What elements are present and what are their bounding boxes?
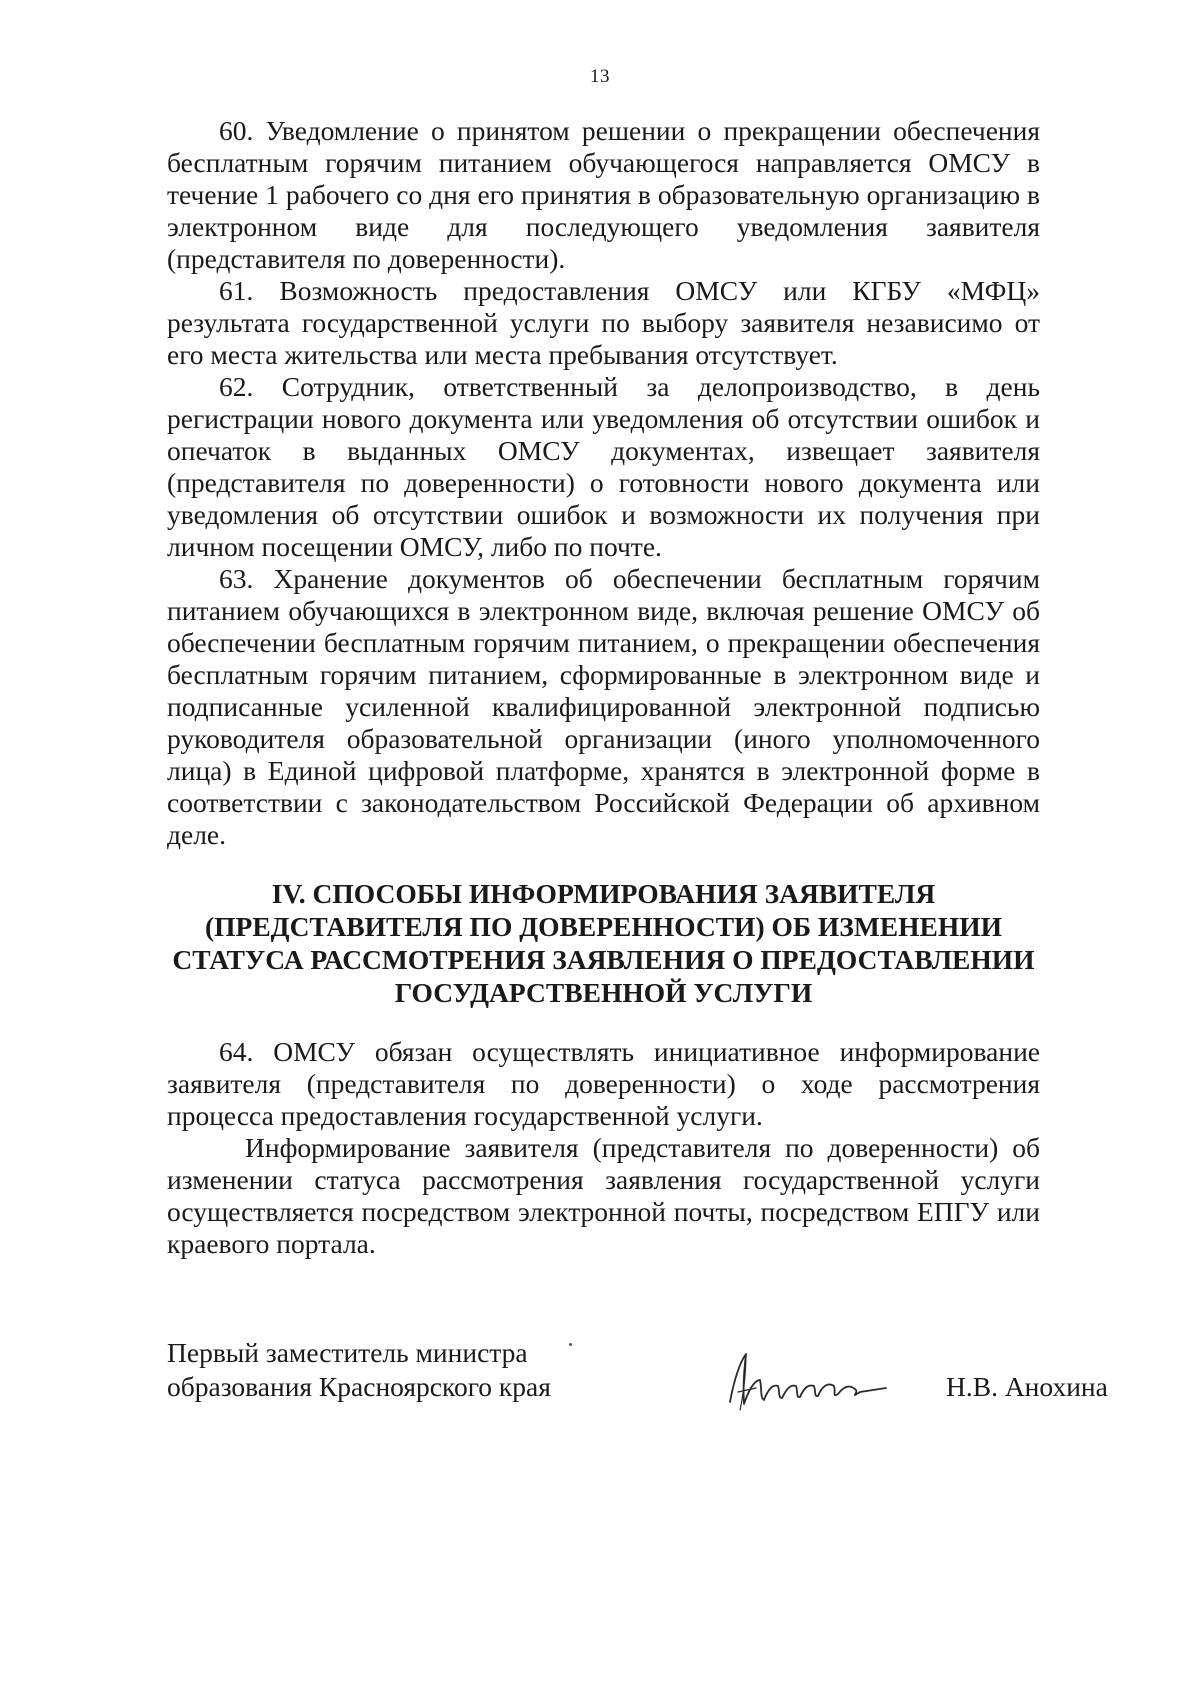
signature-position-line-1: Первый заместитель министра [167, 1337, 528, 1368]
paragraph-63: 63. Хранение документов об обеспечении бесплатным горячим питанием обучающихся в электронном виде, включая решение ОМСУ об обеспечении бесплатным горячим питанием, о прекращении обеспечения бесплатным горячим питанием, сформированные в электронном виде и подписанные усиленной квалифицированной электронной подписью руководителя образовательной организации (иного уполномоченного лица) в Единой цифровой платформе, хранятся в электронной форме в соответствии с законодательством Российской Федерации об архивном деле. [167, 563, 1040, 850]
section-heading-line-3: СТАТУСА РАССМОТРЕНИЯ ЗАЯВЛЕНИЯ О ПРЕДОСТАВЛЕНИИ [172, 944, 1035, 975]
signature-position-line-2: образования Красноярского края [167, 1371, 551, 1402]
paragraph-61: 61. Возможность предоставления ОМСУ или КГБУ «МФЦ» результата государственной услуги по выбору заявителя независимо от его места жительства или места пребывания отсутствует. [167, 275, 1040, 370]
signer-name: Н.В. Анохина [946, 1371, 1108, 1402]
section-heading-line-4: ГОСУДАРСТВЕННОЙ УСЛУГИ [394, 977, 813, 1008]
signature-position [167, 1336, 551, 1404]
paragraph-64-informing: Информирование заявителя (представителя по доверенности) об изменении статуса рассмотрения заявления государственной услуги осуществляется посредством электронной почты, посредством ЕПГУ или краевого портала. [167, 1132, 1040, 1259]
paragraph-62: 62. Сотрудник, ответственный за делопроизводство, в день регистрации нового документа или уведомления об отсутствии ошибок и опечаток в выданных ОМСУ документах, извещает заявителя (представителя по доверенности) о готовности нового документа или уведомления об отсутствии ошибок и возможности их получения при личном посещении ОМСУ, либо по почте. [167, 371, 1040, 562]
section-heading [167, 877, 1040, 1009]
stray-mark [569, 1343, 572, 1346]
paragraph-60: 60. Уведомление о принятом решении о прекращении обеспечения бесплатным горячим питанием обучающегося направляется ОМСУ в течение 1 рабочего со дня его принятия в образовательную организацию в электронном виде для последующего уведомления заявителя (представителя по доверенности). [167, 115, 1040, 274]
body-text [167, 115, 1040, 851]
body-text-section-4 [167, 1036, 1040, 1260]
page-number: 13 [590, 66, 610, 87]
handwritten-signature-icon [710, 1340, 890, 1420]
paragraph-64: 64. ОМСУ обязан осуществлять инициативное информирование заявителя (представителя по доверенности) о ходе рассмотрения процесса предоставления государственной услуги. [167, 1036, 1040, 1131]
section-heading-line-1: IV. СПОСОБЫ ИНФОРМИРОВАНИЯ ЗАЯВИТЕЛЯ [271, 878, 936, 909]
section-heading-line-2: (ПРЕДСТАВИТЕЛЯ ПО ДОВЕРЕННОСТИ) ОБ ИЗМЕНЕНИИ [204, 911, 1003, 942]
